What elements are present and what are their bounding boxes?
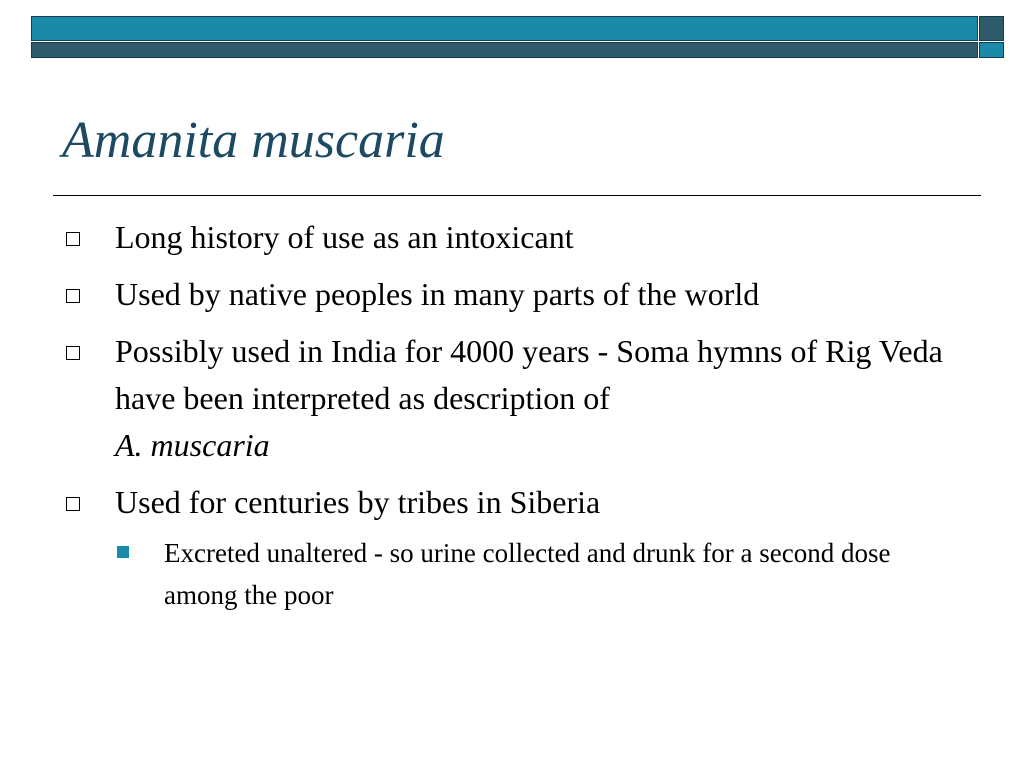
bullet-item: [62, 214, 962, 261]
bullet-text: Used for centuries by tribes in Siberia: [115, 484, 601, 520]
bullet-item: [62, 328, 962, 469]
species-name-italic: A. muscaria: [115, 427, 270, 463]
hollow-square-icon: [66, 346, 80, 360]
sub-bullet-item: [62, 532, 962, 616]
sub-bullet-text: Excreted unaltered - so urine collected and drunk for a second dose among the poor: [164, 538, 891, 610]
hollow-square-icon: [66, 232, 80, 246]
banner-bar-top: [31, 16, 978, 41]
bullet-text: Used by native peoples in many parts of the world: [115, 276, 760, 312]
slide-title: Amanita muscaria: [62, 112, 445, 169]
bullet-item: [62, 479, 962, 526]
header-banner: [31, 16, 1004, 58]
banner-square-bottom: [979, 42, 1004, 58]
bullet-item: [62, 271, 962, 318]
bullet-text: Long history of use as an intoxicant: [115, 219, 574, 255]
hollow-square-icon: [66, 289, 80, 303]
bullet-list: [62, 214, 962, 616]
banner-bar-bottom: [31, 42, 978, 58]
banner-square-top: [979, 16, 1004, 41]
bullet-text: Possibly used in India for 4000 years - Soma hymns of Rig Veda have been interpreted as description of: [115, 333, 943, 416]
title-divider: [53, 195, 981, 196]
filled-square-icon: [117, 546, 129, 558]
hollow-square-icon: [66, 497, 80, 511]
